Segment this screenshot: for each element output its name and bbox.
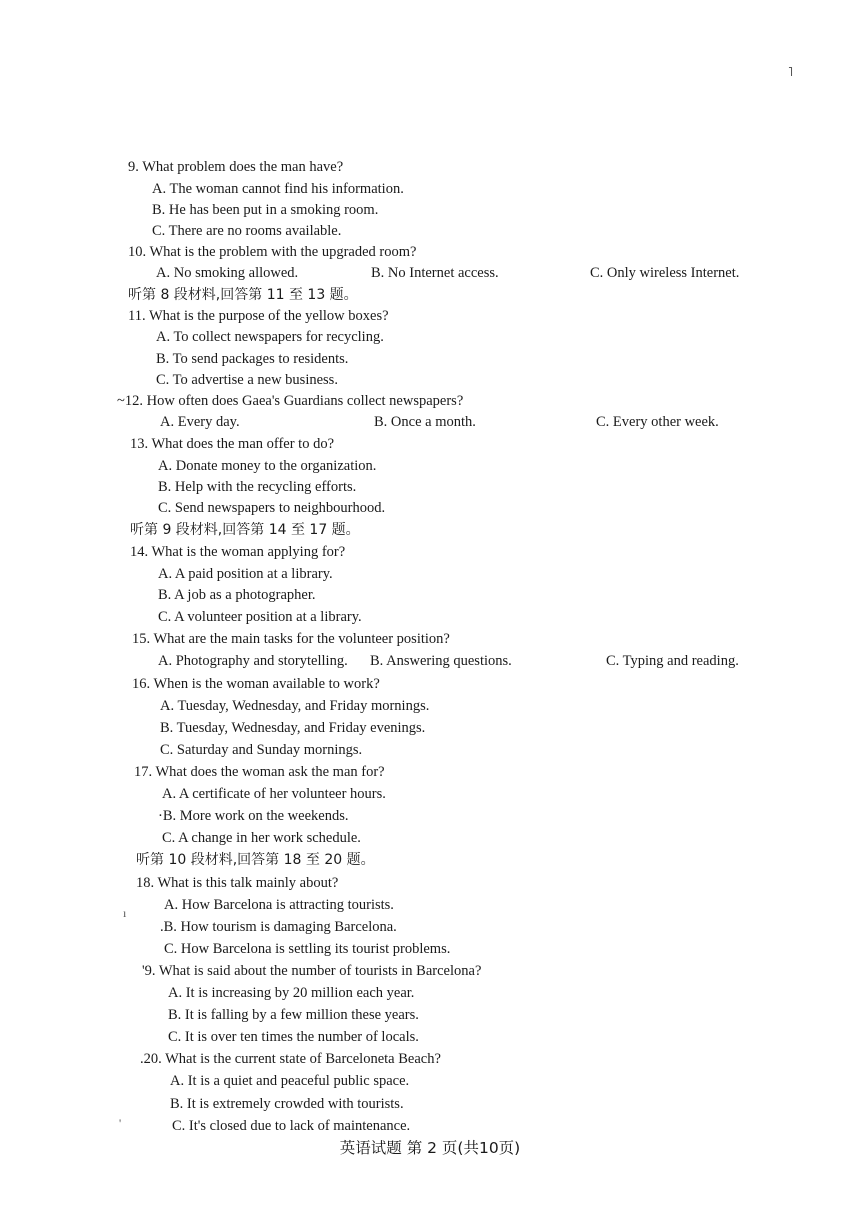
question-line: C. Only wireless Internet. [590,265,740,281]
question-line: C. To advertise a new business. [156,372,338,388]
question-line: C. It's closed due to lack of maintenance. [172,1118,411,1134]
margin-dot: ' [119,1116,122,1130]
section-instruction: 听第 9 段材料,回答第 14 至 17 题。 [130,522,360,538]
question-line: A. A paid position at a library. [158,566,333,582]
question-line: C. A volunteer position at a library. [158,609,362,625]
question-line: A. The woman cannot find his information. [152,181,404,197]
question-line: B. A job as a photographer. [158,587,316,603]
question-line: A. To collect newspapers for recycling. [156,329,384,345]
question-line: B. To send packages to residents. [156,351,349,367]
question-line: B. Answering questions. [370,653,512,669]
question-line: 13. What does the man offer to do? [130,436,335,452]
question-line: A. It is increasing by 20 million each year. [168,985,415,1001]
question-line: 11. What is the purpose of the yellow boxes? [128,308,389,324]
question-line: ·B. More work on the weekends. [158,808,349,824]
question-line: 15. What are the main tasks for the volunteer position? [132,631,450,647]
question-line: C. Saturday and Sunday mornings. [160,742,363,758]
question-line: .B. How tourism is damaging Barcelona. [160,919,397,935]
question-line: B. Once a month. [374,414,476,430]
question-line: B. He has been put in a smoking room. [152,202,379,218]
question-line: A. Tuesday, Wednesday, and Friday mornings. [160,698,430,714]
question-line: C. It is over ten times the number of locals. [168,1029,419,1045]
question-line: C. Every other week. [596,414,719,430]
question-line: B. It is falling by a few million these years. [168,1007,419,1023]
question-line: C. Typing and reading. [606,653,739,669]
question-line: C. There are no rooms available. [152,223,342,239]
question-line: B. Help with the recycling efforts. [158,479,357,495]
question-line: .20. What is the current state of Barceloneta Beach? [140,1051,441,1067]
question-line: 9. What problem does the man have? [128,159,344,175]
question-line: C. A change in her work schedule. [162,830,361,846]
page-footer: 英语试题 第 2 页(共10页) [339,1139,521,1157]
question-line: C. How Barcelona is settling its tourist problems. [164,941,451,957]
question-line: B. No Internet access. [371,265,499,281]
question-line: 14. What is the woman applying for? [130,544,346,560]
question-line: 16. When is the woman available to work? [132,676,380,692]
question-line: A. How Barcelona is attracting tourists. [164,897,394,913]
question-line: 18. What is this talk mainly about? [136,875,339,891]
corner-mark: ˥ [788,64,793,79]
question-line: 17. What does the woman ask the man for? [134,764,385,780]
question-line: A. Photography and storytelling. [158,653,348,669]
question-line: B. Tuesday, Wednesday, and Friday evenings. [160,720,426,736]
question-line: A. It is a quiet and peaceful public space. [170,1073,410,1089]
question-line: A. Every day. [160,414,240,430]
section-instruction: 听第 10 段材料,回答第 18 至 20 题。 [136,852,375,868]
question-line: A. No smoking allowed. [156,265,299,281]
question-line: '9. What is said about the number of tourists in Barcelona? [142,963,482,979]
section-instruction: 听第 8 段材料,回答第 11 至 13 题。 [128,287,358,303]
margin-dot: ı [123,906,127,920]
question-line: C. Send newspapers to neighbourhood. [158,500,386,516]
question-line: B. It is extremely crowded with tourists. [170,1096,404,1112]
question-line: 10. What is the problem with the upgraded room? [128,244,417,260]
question-line: A. A certificate of her volunteer hours. [162,786,386,802]
question-line: A. Donate money to the organization. [158,458,377,474]
question-line: ~12. How often does Gaea's Guardians collect newspapers? [117,393,464,409]
